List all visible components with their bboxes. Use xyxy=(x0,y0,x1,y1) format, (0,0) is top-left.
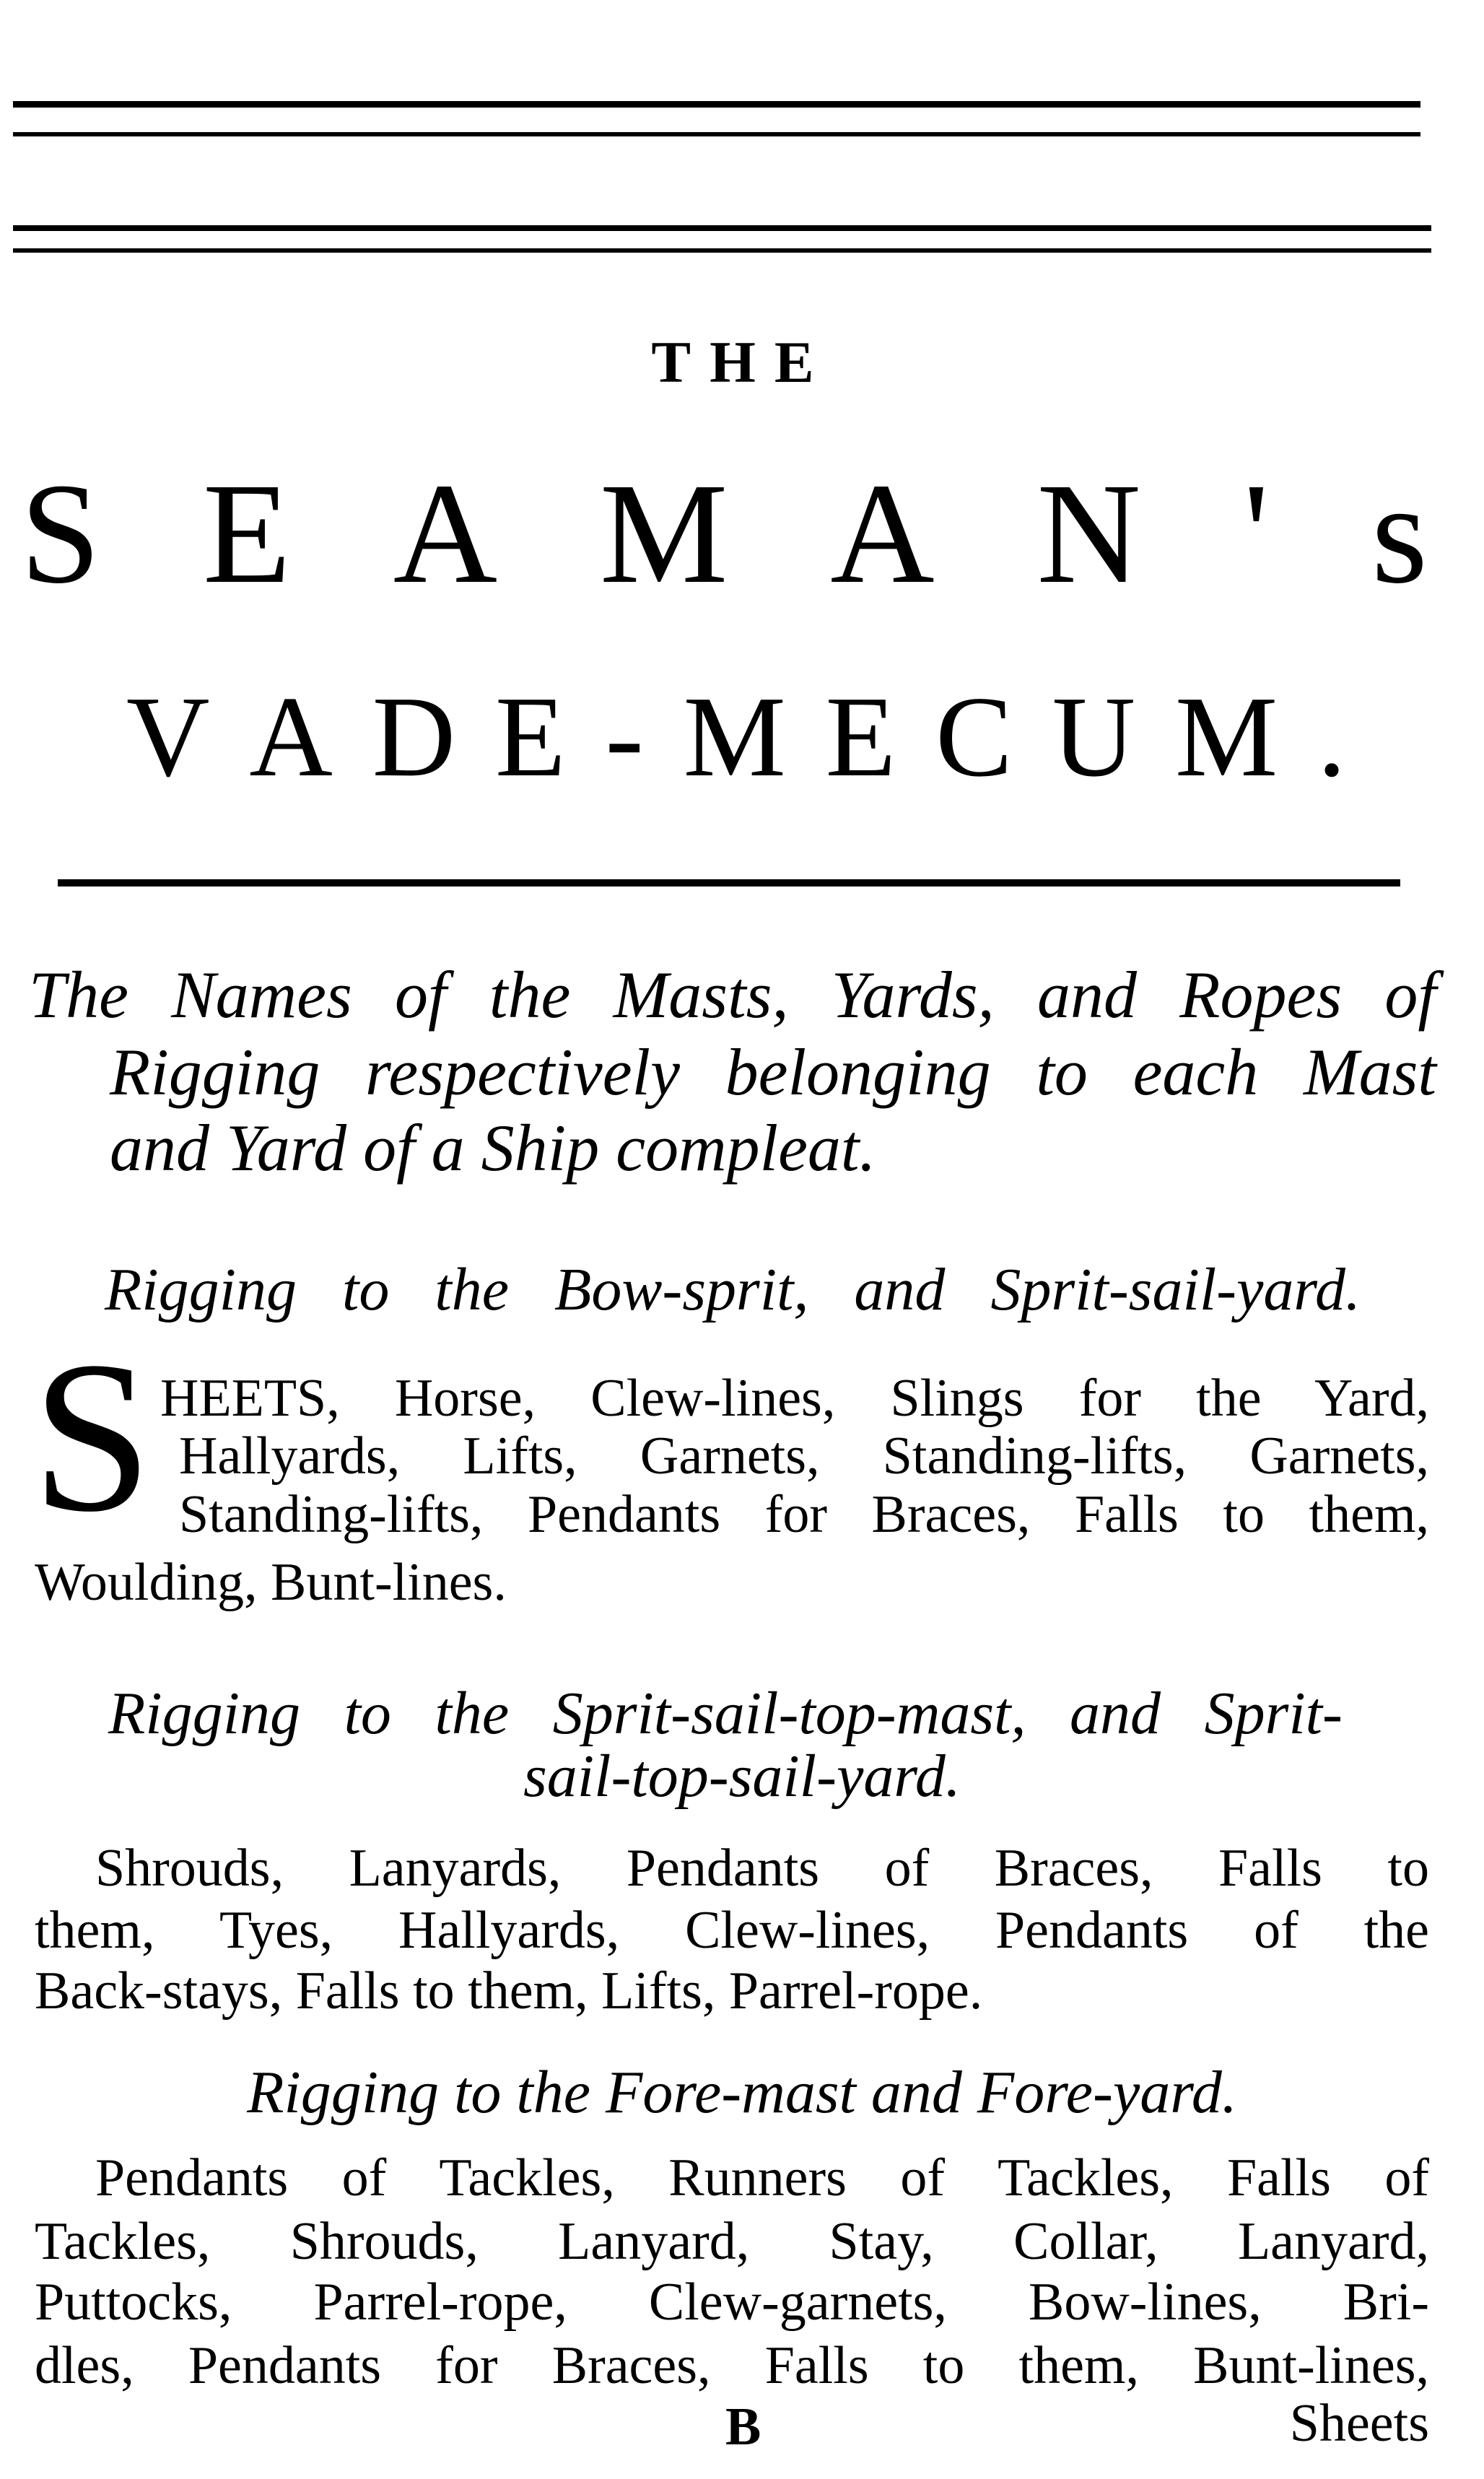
title-letter: s xyxy=(1371,454,1428,614)
title-the: THE xyxy=(651,329,833,395)
section-1-line-1: HEETS, Horse, Clew-lines, Slings for the Yard, xyxy=(160,1369,1429,1428)
section-2-line-2: them, Tyes, Hallyards, Clew-lines, Pendants of the xyxy=(35,1901,1429,1960)
section-2-line-3: Back-stays, Falls to them, Lifts, Parrel-rope. xyxy=(35,1961,983,2021)
top-rule-1 xyxy=(13,101,1420,108)
section-3-line-3: Puttocks, Parrel-rope, Clew-garnets, Bow-lines, Bri- xyxy=(35,2273,1429,2332)
section-3-line-4: dles, Pendants for Braces, Falls to them, Bunt-lines, xyxy=(35,2336,1429,2395)
title-letter: M xyxy=(683,672,786,801)
subtitle-line-3: and Yard of a Ship compleat. xyxy=(110,1111,876,1185)
title-letter: M xyxy=(1174,672,1278,801)
title-seamans xyxy=(20,448,1428,621)
section-2-heading-1: Rigging to the Sprit-sail-top-mast, and Sprit- xyxy=(108,1680,1343,1747)
section-1-line-3: Standing-lifts, Pendants for Braces, Falls to them, xyxy=(179,1485,1429,1544)
title-letter: S xyxy=(20,454,101,614)
drop-cap: S xyxy=(32,1317,152,1556)
title-letter: A xyxy=(830,454,935,614)
title-letter: E xyxy=(825,672,896,801)
top-rule-3 xyxy=(13,225,1431,231)
title-letter: D xyxy=(372,672,456,801)
title-letter: M xyxy=(599,454,728,614)
title-letter: A xyxy=(249,672,333,801)
title-letter: C xyxy=(935,672,1013,801)
title-letter: . xyxy=(1317,672,1346,801)
title-letter: - xyxy=(605,672,644,801)
section-1-line-2: Hallyards, Lifts, Garnets, Standing-lifts, Garnets, xyxy=(179,1426,1429,1486)
title-letter: V xyxy=(126,672,210,801)
section-1-line-4: Woulding, Bunt-lines. xyxy=(35,1553,507,1612)
subtitle-line-1: The Names of the Masts, Yards, and Ropes of xyxy=(29,958,1436,1032)
section-2-line-1: Shrouds, Lanyards, Pendants of Braces, Falls to xyxy=(95,1839,1429,1898)
title-letter: A xyxy=(393,454,498,614)
section-2-heading-2: sail-top-sail-yard. xyxy=(523,1743,961,1810)
section-3-heading: Rigging to the Fore-mast and Fore-yard. xyxy=(247,2059,1237,2126)
top-rule-2 xyxy=(13,132,1420,136)
catchword: Sheets xyxy=(1289,2394,1429,2453)
subtitle-line-2: Rigging respectively belonging to each Mast xyxy=(110,1035,1436,1109)
title-vade-mecum xyxy=(126,664,1346,809)
signature-mark: B xyxy=(725,2397,761,2457)
title-rule xyxy=(58,879,1400,886)
title-letter: N xyxy=(1036,454,1141,614)
section-1-heading: Rigging to the Bow-sprit, and Sprit-sail-yard. xyxy=(105,1256,1361,1323)
title-letter: E xyxy=(202,454,292,614)
top-rule-4 xyxy=(13,248,1431,253)
section-3-line-1: Pendants of Tackles, Runners of Tackles, Falls of xyxy=(95,2148,1429,2208)
title-letter: E xyxy=(494,672,566,801)
section-3-line-2: Tackles, Shrouds, Lanyard, Stay, Collar, Lanyard, xyxy=(35,2212,1429,2271)
title-letter: U xyxy=(1052,672,1136,801)
title-letter: ' xyxy=(1243,454,1270,614)
